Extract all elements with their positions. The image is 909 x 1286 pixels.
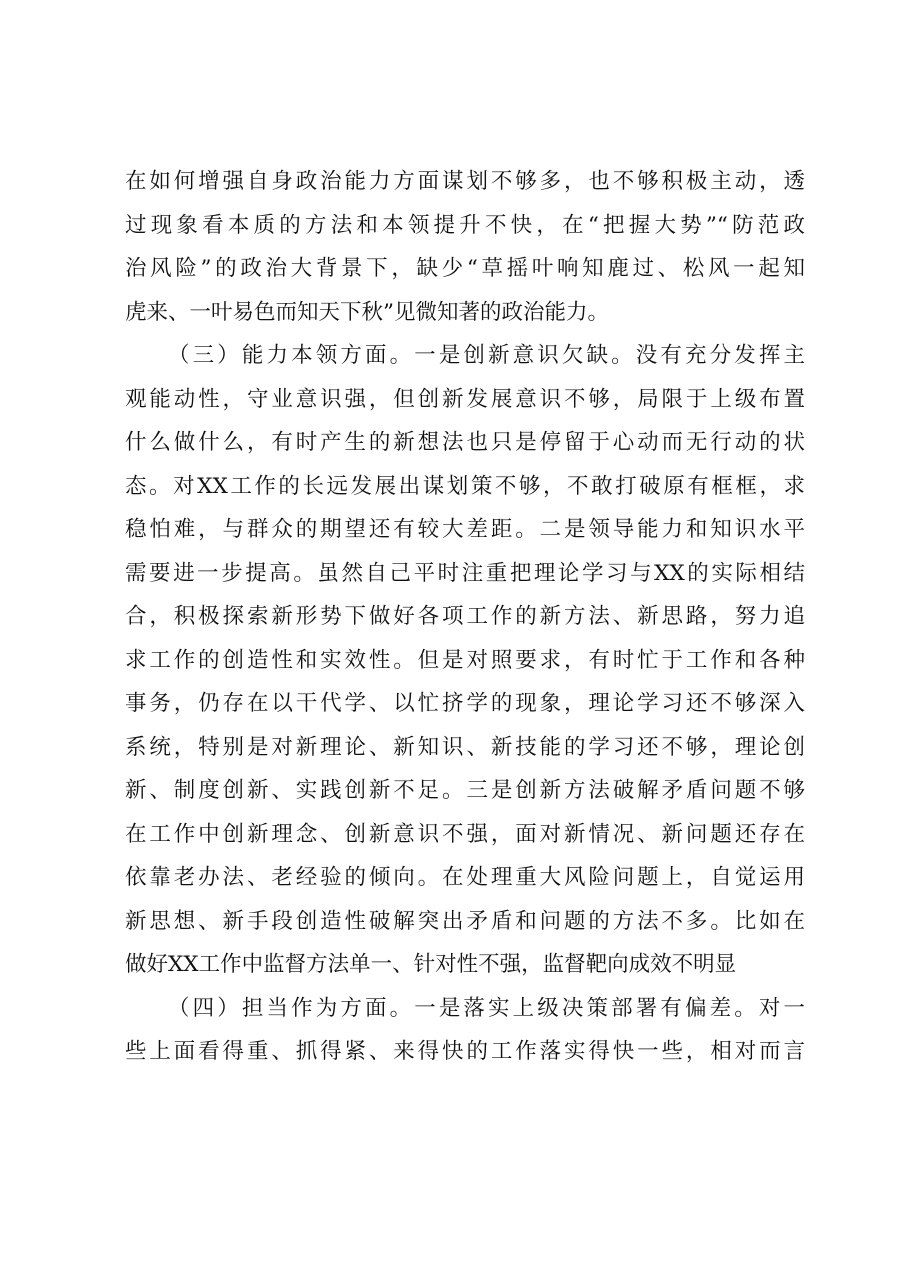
text-line: 做好XX工作中监督方法单一、针对性不强，监督靶向成效不明显 (125, 952, 737, 977)
paragraph-political-ability (125, 160, 805, 334)
text-line: （四）担当作为方面。一是落实上级决策部署有偏差。对一 (168, 995, 805, 1021)
text-line: （三）能力本领方面。一是创新意识欠缺。没有充分发挥主 (168, 343, 805, 368)
document-body (125, 160, 805, 1074)
text-line: 求工作的创造性和实效性。但是对照要求，有时忙于工作和各种 (125, 647, 805, 673)
text-line: 需要进一步提高。虽然自己平时注重把理论学习与XX的实际相结 (125, 560, 805, 586)
text-line: 稳怕难，与群众的期望还有较大差距。二是领导能力和知识水平 (125, 517, 805, 542)
text-line: 虎来、一叶易色而知天下秋”见微知著的政治能力。 (125, 299, 609, 325)
paragraph-ability-skills (125, 334, 805, 987)
text-line: 新、制度创新、实践创新不足。三是创新方法破解矛盾问题不够 (125, 778, 805, 803)
paragraph-responsibility (125, 987, 805, 1074)
text-line: 新思想、新手段创造性破解突出矛盾和问题的方法不多。比如在 (125, 908, 805, 934)
text-line: 在如何增强自身政治能力方面谋划不够多，也不够积极主动，透 (125, 169, 805, 194)
text-line: 在工作中创新理念、创新意识不强，面对新情况、新问题还存在 (125, 821, 805, 847)
text-line: 事务，仍存在以干代学、以忙挤学的现象，理论学习还不够深入 (125, 691, 805, 716)
text-line: 过现象看本质的方法和本领提升不快，在“把握大势”“防范政 (125, 212, 805, 238)
text-line: 治风险”的政治大背景下，缺少“草摇叶响知鹿过、松风一起知 (125, 256, 805, 281)
text-line: 系统，特别是对新理论、新知识、新技能的学习还不够，理论创 (125, 734, 805, 760)
text-line: 些上面看得重、抓得紧、来得快的工作落实得快一些，相对而言 (125, 1039, 805, 1064)
text-line: 合，积极探索新形势下做好各项工作的新方法、新思路，努力追 (125, 604, 805, 629)
text-line: 依靠老办法、老经验的倾向。在处理重大风险问题上，自觉运用 (125, 865, 805, 890)
text-line: 态。对XX工作的长远发展出谋划策不够，不敢打破原有框框，求 (125, 473, 805, 499)
text-line: 观能动性，守业意识强，但创新发展意识不够，局限于上级布置 (125, 386, 805, 412)
text-line: 什么做什么，有时产生的新想法也只是停留于心动而无行动的状 (125, 430, 805, 455)
